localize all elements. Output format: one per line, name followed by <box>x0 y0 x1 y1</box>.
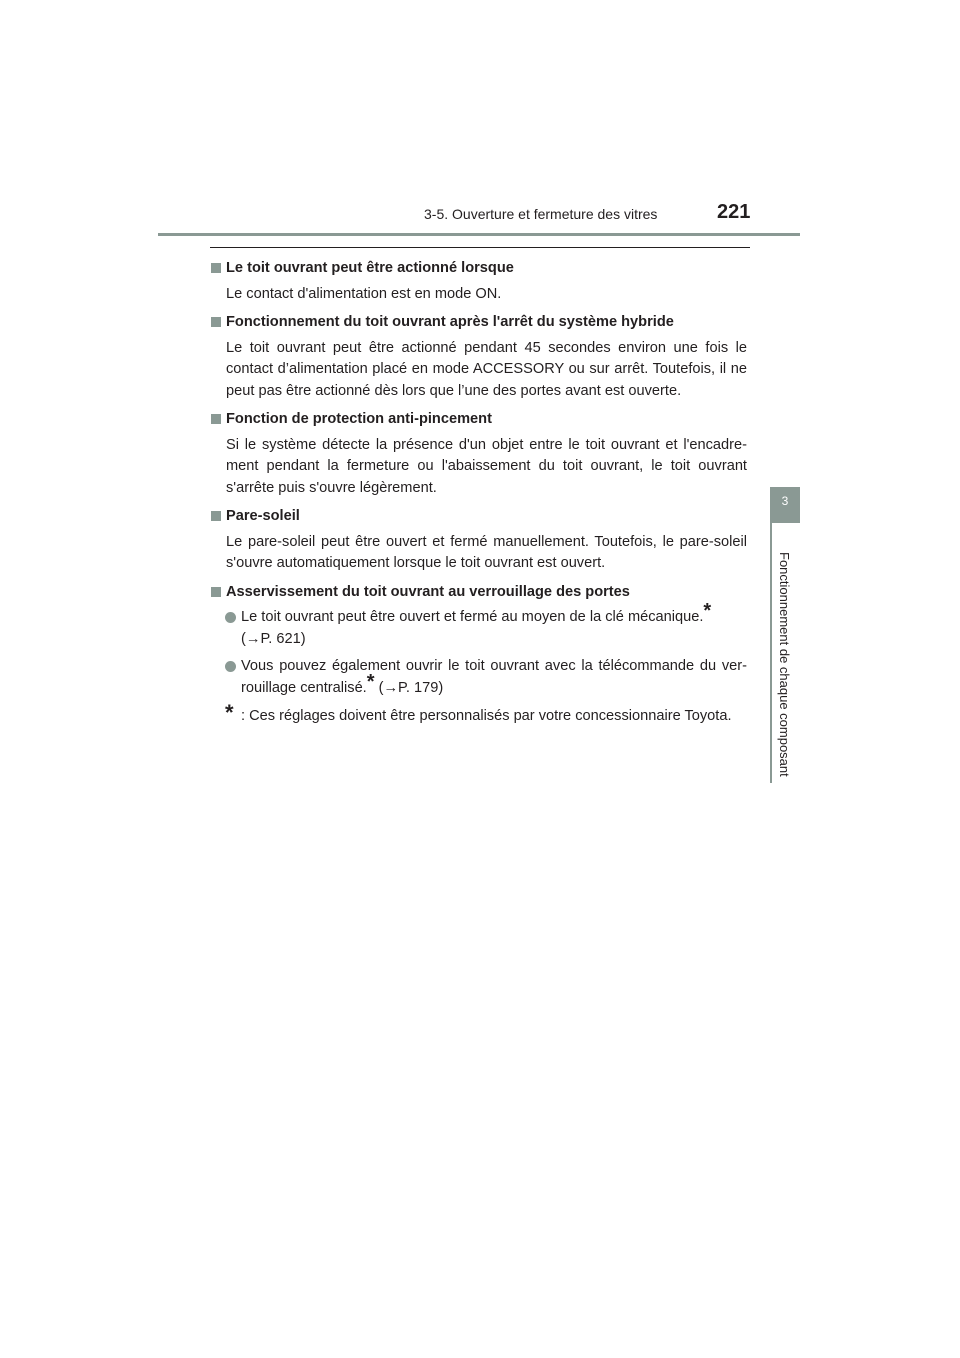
section-heading <box>211 506 747 528</box>
section-anti-pinch <box>211 409 747 499</box>
heading-text: Pare-soleil <box>226 508 300 524</box>
bullet-item <box>211 656 747 699</box>
page-reference: (→P. 179) <box>374 679 444 696</box>
content-rule <box>210 247 750 248</box>
heading-text: Le toit ouvrant peut être actionné lorsque <box>226 260 514 276</box>
section-body: Le pare-soleil peut être ouvert et fermé manuellement. Toutefois, le pare-soleil s'ouvre automatiquement lorsque le toit ouvrant est ouvert. <box>226 533 747 571</box>
header-section-title: 3-5. Ouverture et fermeture des vitres <box>424 206 658 222</box>
square-bullet-icon <box>211 511 221 521</box>
bullet-text: Le toit ouvrant peut être ouvert et fermé au moyen de la clé mécanique. <box>241 609 704 625</box>
section-operating-conditions <box>211 258 747 305</box>
section-sunshade <box>211 506 747 575</box>
square-bullet-icon <box>211 414 221 424</box>
square-bullet-icon <box>211 263 221 273</box>
section-heading <box>211 312 747 334</box>
section-heading <box>211 258 747 280</box>
bullet-text: Vous pouvez également ouvrir le toit ouvrant avec la télécommande du ver-rouillage centralisé. <box>241 658 747 696</box>
side-tab-number: 3 <box>781 494 789 508</box>
section-heading <box>211 409 747 431</box>
heading-text: Fonctionnement du toit ouvrant après l'arrêt du système hybride <box>226 314 674 330</box>
page-number: 221 <box>717 201 751 223</box>
header-rule <box>158 233 800 236</box>
asterisk-marker: * <box>703 600 712 622</box>
footnote-marker: * <box>225 700 234 725</box>
section-body: Le toit ouvrant peut être actionné pendant 45 secondes environ une fois le contact d’alimentation placé en mode ACCESSORY ou sur arrêt. Toutefois, il ne peut pas être actionné dès lors que l’une des portes avant est ouverte. <box>226 339 747 399</box>
section-body: Si le système détecte la présence d'un objet entre le toit ouvrant et l'encadre-ment pendant la fermeture ou l'abaissement du toit ouvrant, le toit ouvrant s'arrête puis s'ouvre légèrement. <box>226 436 747 496</box>
bullet-item <box>211 600 747 650</box>
heading-text: Fonction de protection anti-pincement <box>226 411 492 427</box>
section-after-hybrid-off <box>211 312 747 402</box>
page-content <box>211 258 747 728</box>
footnote-text: : Ces réglages doivent être personnalisés par votre concessionnaire Toyota. <box>241 708 732 724</box>
square-bullet-icon <box>211 317 221 327</box>
footnote <box>211 700 747 728</box>
heading-text: Asservissement du toit ouvrant au verrouillage des portes <box>226 583 630 600</box>
page-reference: (→P. 621) <box>241 630 306 647</box>
section-body: Le contact d'alimentation est en mode ON. <box>226 285 502 302</box>
side-tab-title: Fonctionnement de chaque composant <box>777 552 792 777</box>
square-bullet-icon <box>211 587 221 597</box>
circle-bullet-icon <box>225 661 236 672</box>
section-door-lock-link <box>211 582 747 700</box>
circle-bullet-icon <box>225 612 236 623</box>
asterisk-marker: * <box>366 670 375 693</box>
section-heading <box>211 582 747 604</box>
